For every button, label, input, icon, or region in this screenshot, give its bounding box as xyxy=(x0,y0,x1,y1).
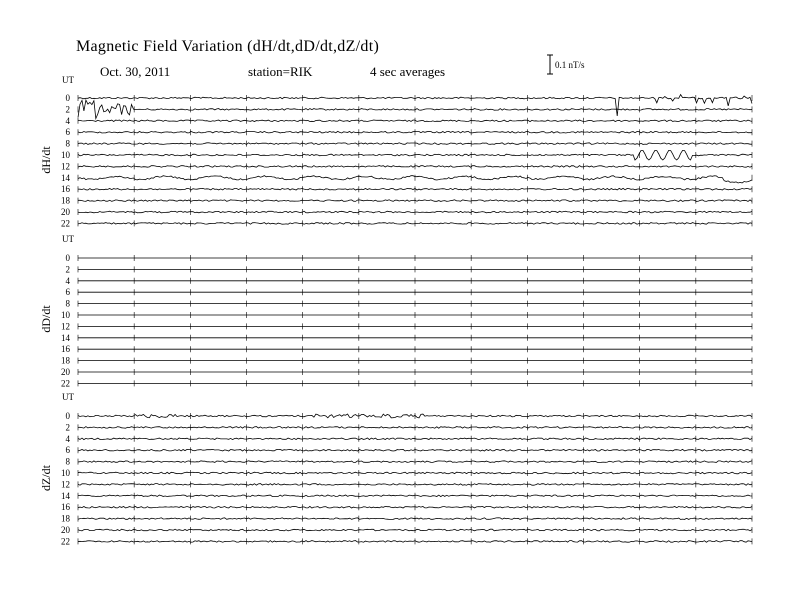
panel-ylabel: dD/dt xyxy=(39,305,53,333)
scale-bar-label: 0.1 nT/s xyxy=(555,60,585,70)
row-tick-label: 20 xyxy=(61,367,70,377)
row-tick-label: 4 xyxy=(65,115,70,126)
row-tick-label: 14 xyxy=(61,332,70,343)
row-tick-label: 2 xyxy=(65,104,70,115)
row-tick-label: 6 xyxy=(65,287,70,298)
row-tick-label: 8 xyxy=(65,456,70,467)
row-tick-label: 22 xyxy=(61,218,70,229)
row-tick-label: 18 xyxy=(61,513,70,524)
ut-axis-label: UT xyxy=(62,392,74,402)
row-tick-label: 2 xyxy=(65,422,70,433)
row-tick-label: 0 xyxy=(65,93,70,103)
panel-ylabel: dZ/dt xyxy=(39,465,53,491)
row-tick-label: 8 xyxy=(65,138,70,149)
averaging-label: 4 sec averages xyxy=(370,64,446,79)
row-tick-label: 22 xyxy=(61,536,70,547)
row-tick-label: 18 xyxy=(61,195,70,206)
station-label: station=RIK xyxy=(248,64,313,79)
chart-title: Magnetic Field Variation (dH/dt,dD/dt,dZ/dt) xyxy=(76,38,380,55)
row-tick-label: 16 xyxy=(61,502,70,513)
row-tick-label: 20 xyxy=(61,525,70,535)
row-tick-label: 20 xyxy=(61,207,70,217)
row-tick-label: 10 xyxy=(61,150,70,160)
row-tick-label: 6 xyxy=(65,127,70,138)
panel-dH-dt xyxy=(39,75,752,228)
row-tick-label: 8 xyxy=(65,298,70,309)
row-tick-label: 14 xyxy=(61,172,70,183)
row-tick-label: 16 xyxy=(61,344,70,355)
row-tick-label: 12 xyxy=(61,479,70,490)
panel-dD-dt xyxy=(39,234,752,388)
row-tick-label: 6 xyxy=(65,445,70,456)
row-tick-label: 4 xyxy=(65,433,70,444)
panel-dZ-dt xyxy=(39,392,752,546)
row-tick-label: 0 xyxy=(65,411,70,421)
trace-line xyxy=(78,100,752,119)
row-tick-label: 22 xyxy=(61,378,70,389)
row-tick-label: 12 xyxy=(61,161,70,172)
row-tick-label: 16 xyxy=(61,184,70,195)
row-tick-label: 14 xyxy=(61,490,70,501)
ut-axis-label: UT xyxy=(62,234,74,244)
panel-ylabel: dH/dt xyxy=(39,146,53,174)
ut-axis-label: UT xyxy=(62,75,74,85)
row-tick-label: 2 xyxy=(65,264,70,275)
row-tick-label: 0 xyxy=(65,253,70,263)
row-tick-label: 12 xyxy=(61,321,70,332)
row-tick-label: 10 xyxy=(61,468,70,478)
row-tick-label: 4 xyxy=(65,275,70,286)
date-label: Oct. 30, 2011 xyxy=(100,64,171,79)
row-tick-label: 10 xyxy=(61,310,70,320)
row-tick-label: 18 xyxy=(61,355,70,366)
